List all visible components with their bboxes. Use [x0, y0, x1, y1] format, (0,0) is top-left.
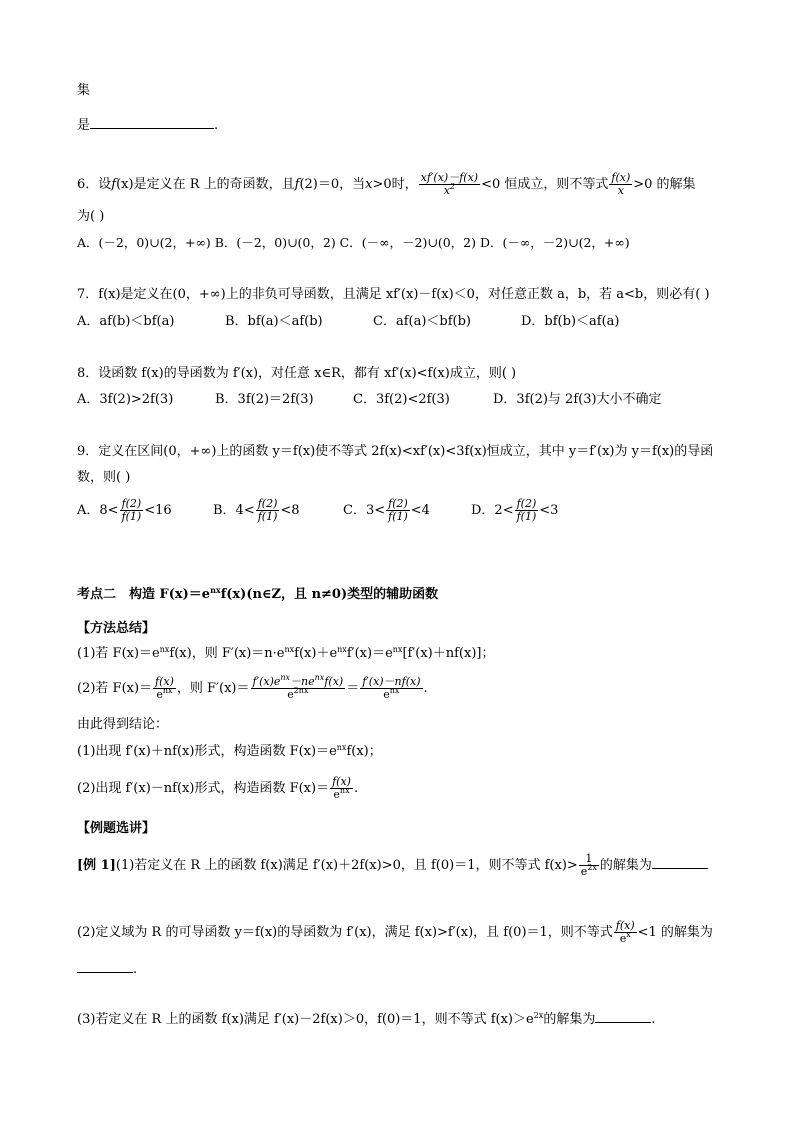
question-9-line2: 数，则( ): [77, 470, 131, 485]
example-1-3: (3)若定义在 R 上的函数 f(x)满足 f′(x)－2f(x)＞0，f(0)＝1，则不等式 $f(x)>e^{2x}$的解集为 .: [77, 1011, 656, 1027]
section-heading: 考点二 构造 $F(x)=e^{nx}f(x)(n\in Z$，且 n≠0)类型的辅助函数: [77, 585, 439, 602]
question-7-line1: 7．f(x)是定义在(0，+∞)上的非负可导函数，且满足 xf′(x)－f(x)＜0，对任意正数 a，b，若 a<b，则必有( ): [77, 287, 710, 302]
method-line-2: (2)若 F(x)＝ $\frac{f(x)}{e^{nx}}$ ，则 F′(x)＝ $\frac{f'(x)e^{nx}-ne^{nx}f(x)}{e^{2nx}}$ ＝ $\frac{f'(x)-nf(x)}{e^{nx}}$ .: [77, 673, 428, 701]
conclusion-2: (2)出现 f′(x)－nf(x)形式，构造函数 F(x)＝ $\frac{f(x)}{e^{nx}}$ .: [77, 775, 359, 801]
text-line: 集: [77, 83, 91, 98]
example-1-1: [例 1](1)若定义在 R 上的函数 f(x)满足 f′(x)＋2f(x)>0，且 f(0)＝1，则不等式 f(x)> $\frac{1}{e^{2x}}$ 的解集为: [77, 853, 708, 878]
fraction: $\frac{xf'(x)-f(x)}{x^2}$: [420, 171, 479, 197]
question-8-line1: 8．设函数 f(x)的导函数为 f′(x)，对任意 x∈R，都有 xf′(x)<f(x)成立，则( ): [77, 366, 517, 381]
question-8-options: A．3f(2)>2f(3) B．3f(2)＝2f(3) C．3f(2)<2f(3) D．3f(2)与 2f(3)大小不确定: [77, 392, 662, 407]
example-1-2-blank: .: [77, 960, 137, 979]
method-line-1: (1)若 $F(x)=e^{nx}f(x)$，则 $F'(x)=n\cdot e^{nx}f(x)+e^{nx}f'(x)=e^{nx}[f'(x)+nf(x)]$；: [77, 645, 495, 661]
question-7-options: A．af(b)＜bf(a) B．bf(a)＜af(b) C．af(a)＜bf(b) D．bf(b)＜af(a): [77, 314, 620, 329]
conclusion: 由此得到结论：: [77, 717, 169, 732]
answer-blank[interactable]: [595, 1010, 651, 1023]
question-6-line1: 6．设f(x)是定义在 R 上的奇函数，且f(2)＝0，当x>0时， $\frac{xf'(x)-f(x)}{x^2}$ <0 恒成立，则不等式 $\frac{f(x)}{x}$ >0 的解集: [77, 171, 696, 197]
text-line: 是 .: [77, 118, 219, 133]
question-6-options: A．(－2，0)∪(2，+∞) B．(－2，0)∪(0，2) C．(－∞，－2)∪(0，2) D．(－∞，－2)∪(2，+∞): [77, 235, 630, 250]
fraction: $\frac{f(x)}{x}$: [611, 171, 631, 197]
conclusion-1: (1)出现 f′(x)＋nf(x)形式，构造函数 $F(x)=e^{nx}f(x)$；: [77, 743, 382, 759]
answer-blank[interactable]: [77, 960, 133, 973]
example-title: 【例题选讲】: [77, 821, 156, 836]
example-1-2: (2)定义域为 R 的可导函数 y＝f(x)的导函数为 f′(x)，满足 f(x)>f′(x)，且 f(0)＝1，则不等式 $\frac{f(x)}{e^x}$ <1 的解集为: [77, 919, 713, 945]
question-9-line1: 9．定义在区间(0，+∞)上的函数 y＝f(x)使不等式 2f(x)<xf′(x)<3f(x)恒成立，其中 y＝f′(x)为 y＝f(x)的导函: [77, 444, 714, 459]
answer-blank[interactable]: [652, 856, 708, 869]
method-title: 【方法总结】: [77, 621, 156, 636]
question-9-options: A．8< $\frac{f(2)}{f(1)}$ <16 B．4< $\frac{f(2)}{f(1)}$ <8 C．3< $\frac{f(2)}{f(1)}$ <4 D．2< $\frac{f(2)}{f(1)}$ <3: [77, 497, 559, 523]
question-6-line2: 为( ): [77, 209, 105, 224]
answer-blank[interactable]: [90, 116, 214, 129]
